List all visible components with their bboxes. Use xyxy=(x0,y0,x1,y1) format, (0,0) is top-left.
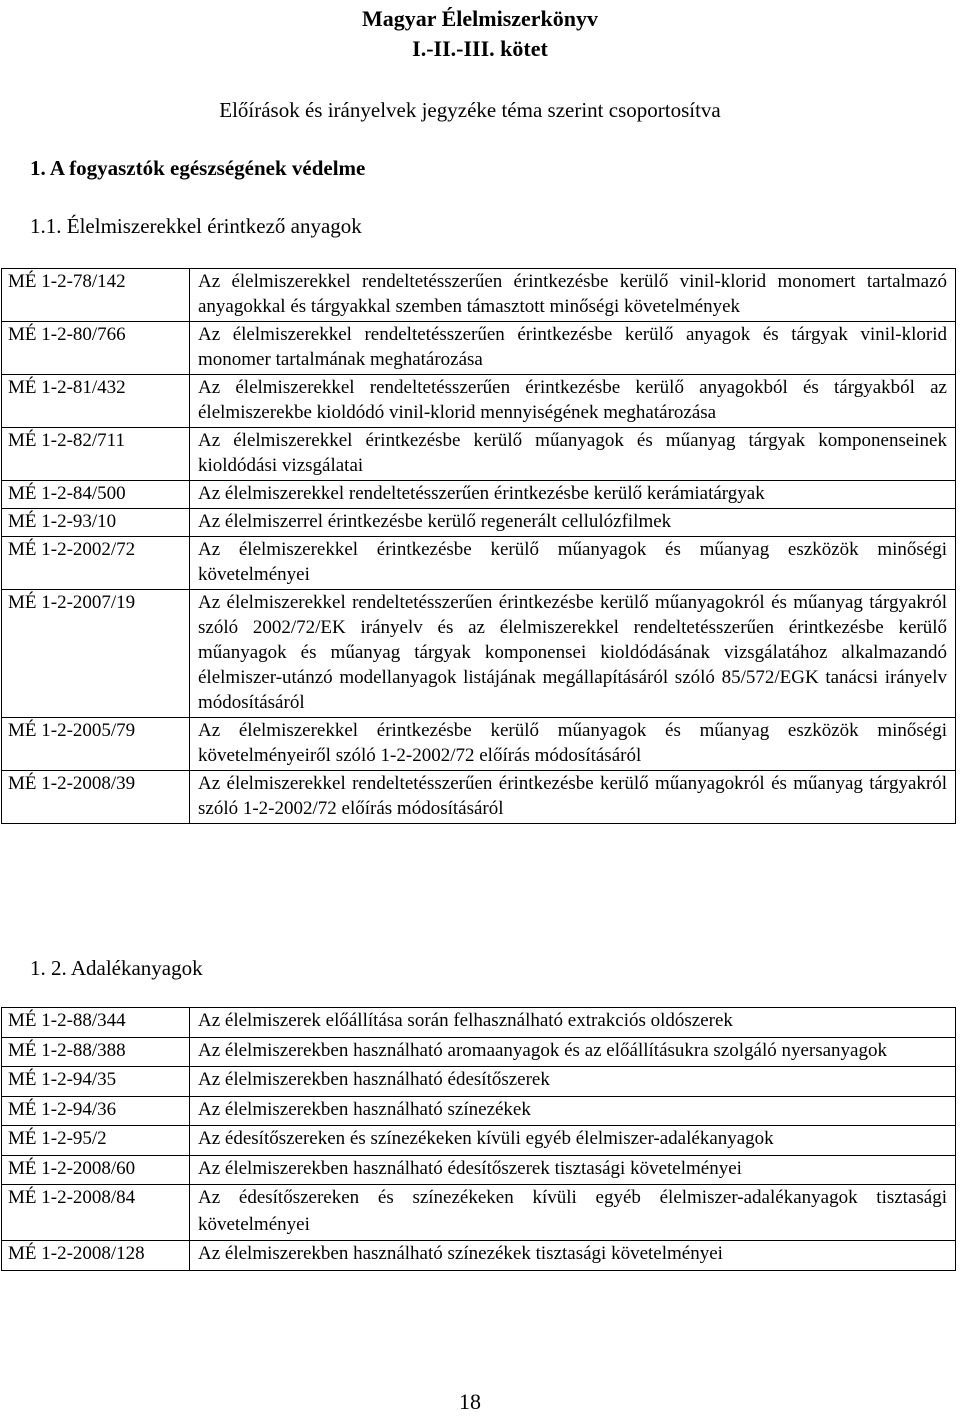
regulation-description: Az élelmiszerekkel érintkezésbe kerülő műanyagok és műanyag tárgyak komponenseinek kioldódási vizsgálatai xyxy=(190,428,956,481)
contact-materials-table-body xyxy=(2,269,956,824)
table-row xyxy=(2,1037,956,1067)
regulation-code: MÉ 1-2-78/142 xyxy=(2,269,190,322)
regulation-description: Az élelmiszerekben használható aromaanyagok és az előállításukra szolgáló nyersanyagok xyxy=(190,1037,956,1067)
table-row xyxy=(2,269,956,322)
regulation-description: Az élelmiszerekkel érintkezésbe kerülő műanyagok és műanyag eszközök minőségi követelményei xyxy=(190,537,956,590)
title-line-1: Magyar Élelmiszerkönyv xyxy=(361,6,599,31)
table-row xyxy=(2,1185,956,1241)
table-row xyxy=(2,537,956,590)
regulation-code: MÉ 1-2-93/10 xyxy=(2,509,190,537)
regulation-description: Az édesítőszereken és színezékeken kívüli egyéb élelmiszer-adalékanyagok xyxy=(190,1126,956,1156)
table-row xyxy=(2,322,956,375)
subsection-heading-contact-materials: 1.1. Élelmiszerekkel érintkező anyagok xyxy=(30,214,362,238)
regulation-description: Az élelmiszerekkel rendeltetésszerűen érintkezésbe kerülő anyagok és tárgyak vinil-klorid monomer tartalmának meghatározása xyxy=(190,322,956,375)
regulation-code: MÉ 1-2-2007/19 xyxy=(2,590,190,718)
regulation-code: MÉ 1-2-81/432 xyxy=(2,375,190,428)
table-row xyxy=(2,1008,956,1038)
regulation-description: Az élelmiszerekben használható színezékek tisztasági követelményei xyxy=(190,1241,956,1271)
regulation-description: Az élelmiszerekben használható színezékek xyxy=(190,1096,956,1126)
regulation-description: Az élelmiszerekkel érintkezésbe kerülő műanyagok és műanyag eszközök minőségi követelményeiről szóló 1-2-2002/72 előírás módosításáról xyxy=(190,718,956,771)
regulation-code: MÉ 1-2-94/36 xyxy=(2,1096,190,1126)
regulation-description: Az élelmiszerekkel rendeltetésszerűen érintkezésbe kerülő kerámiatárgyak xyxy=(190,481,956,509)
table-row xyxy=(2,771,956,824)
regulation-description: Az élelmiszerekkel rendeltetésszerűen érintkezésbe kerülő anyagokból és tárgyakból az élelmiszerekbe kioldódó vinil-klorid mennyiségének meghatározása xyxy=(190,375,956,428)
regulation-code: MÉ 1-2-2002/72 xyxy=(2,537,190,590)
regulation-code: MÉ 1-2-88/344 xyxy=(2,1008,190,1038)
regulation-code: MÉ 1-2-2008/128 xyxy=(2,1241,190,1271)
regulation-description: Az élelmiszerekkel rendeltetésszerűen érintkezésbe kerülő műanyagokról és műanyag tárgyakról szóló 2002/72/EK irányelv és az élelmiszerekkel rendeltetésszerűen érintkezésbe kerülő műanyagok és műanyag tárgyak komponensei kioldódásának vizsgálatához alkalmazandó élelmiszer-utánzó modellanyagok listájának megállapításáról szóló 85/572/EGK tanácsi irányelv módosításáról xyxy=(190,590,956,718)
regulation-code: MÉ 1-2-2008/39 xyxy=(2,771,190,824)
regulation-description: Az élelmiszerekben használható édesítőszerek tisztasági követelményei xyxy=(190,1155,956,1185)
regulation-code: MÉ 1-2-2008/60 xyxy=(2,1155,190,1185)
title-line-2: I.-II.-III. kötet xyxy=(412,36,548,61)
section-heading: 1. A fogyasztók egészségének védelme xyxy=(30,156,366,180)
document-subtitle: Előírások és irányelvek jegyzéke téma szerint csoportosítva xyxy=(219,98,721,122)
document-title xyxy=(0,4,960,64)
table-row xyxy=(2,428,956,481)
regulation-description: Az édesítőszereken és színezékeken kívüli egyéb élelmiszer-adalékanyagok tisztasági követelményei xyxy=(190,1185,956,1241)
regulation-code: MÉ 1-2-2005/79 xyxy=(2,718,190,771)
contact-materials-table xyxy=(1,268,956,824)
subsection-heading-additives: 1. 2. Adalékanyagok xyxy=(30,956,203,980)
table-row xyxy=(2,375,956,428)
table-row xyxy=(2,1067,956,1097)
regulation-description: Az élelmiszerekkel rendeltetésszerűen érintkezésbe kerülő vinil-klorid monomert tartalmazó anyagokkal és tárgyakkal szemben támasztott minőségi követelmények xyxy=(190,269,956,322)
regulation-description: Az élelmiszerekben használható édesítőszerek xyxy=(190,1067,956,1097)
regulation-code: MÉ 1-2-84/500 xyxy=(2,481,190,509)
regulation-description: Az élelmiszerekkel rendeltetésszerűen érintkezésbe kerülő műanyagokról és műanyag tárgyakról szóló 1-2-2002/72 előírás módosításáról xyxy=(190,771,956,824)
regulation-code: MÉ 1-2-80/766 xyxy=(2,322,190,375)
table-row xyxy=(2,1155,956,1185)
table-row xyxy=(2,1096,956,1126)
table-row xyxy=(2,590,956,718)
regulation-code: MÉ 1-2-2008/84 xyxy=(2,1185,190,1241)
table-row xyxy=(2,1126,956,1156)
regulation-description: Az élelmiszerrel érintkezésbe kerülő regenerált cellulózfilmek xyxy=(190,509,956,537)
table-row xyxy=(2,481,956,509)
additives-table-body xyxy=(2,1008,956,1271)
regulation-code: MÉ 1-2-82/711 xyxy=(2,428,190,481)
table-row xyxy=(2,718,956,771)
additives-table xyxy=(1,1007,956,1271)
table-row xyxy=(2,1241,956,1271)
table-row xyxy=(2,509,956,537)
page-number: 18 xyxy=(459,1389,481,1414)
regulation-code: MÉ 1-2-95/2 xyxy=(2,1126,190,1156)
regulation-description: Az élelmiszerek előállítása során felhasználható extrakciós oldószerek xyxy=(190,1008,956,1038)
regulation-code: MÉ 1-2-88/388 xyxy=(2,1037,190,1067)
regulation-code: MÉ 1-2-94/35 xyxy=(2,1067,190,1097)
